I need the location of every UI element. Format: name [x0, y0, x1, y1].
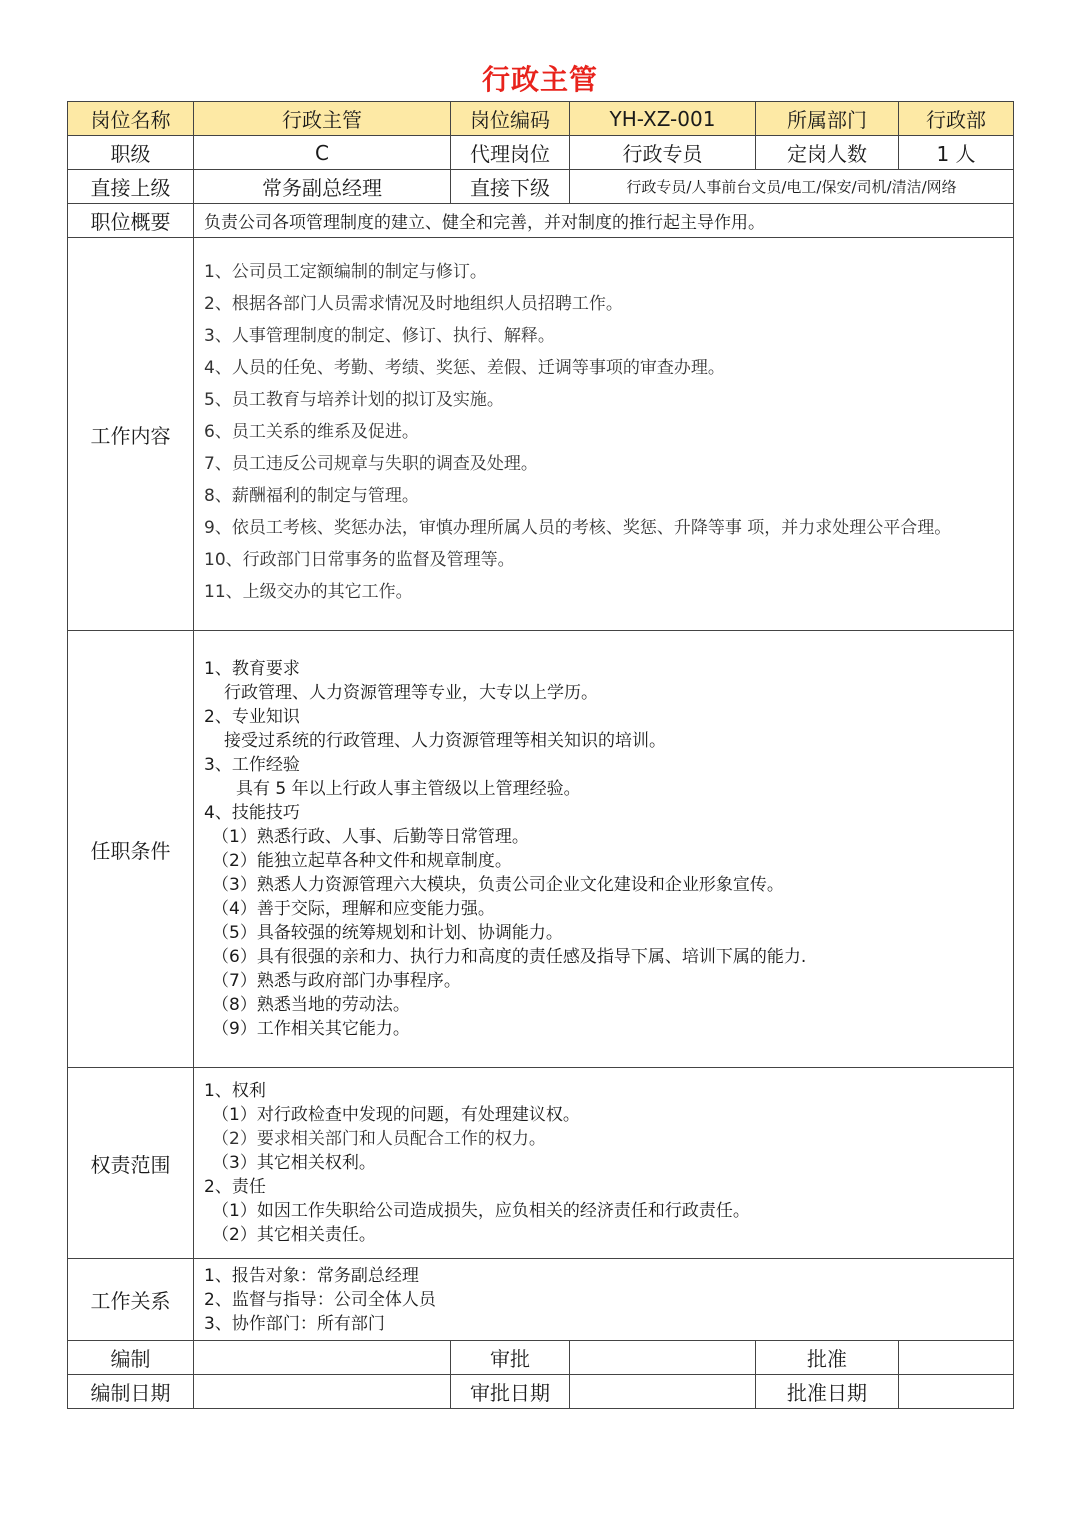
requirements-list — [194, 631, 1014, 1068]
compile-value — [194, 1341, 451, 1375]
deputy-label: 代理岗位 — [451, 136, 570, 170]
skills-title: 4、技能技巧 — [204, 803, 300, 823]
page-title: 行政主管 — [481, 63, 598, 96]
skill-item: （3）熟悉人力资源管理六大模块，负责公司企业文化建设和企业形象宣传。 — [212, 875, 784, 895]
work-item: 6、员工关系的维系及促进。 — [204, 421, 419, 442]
post-code-label: 岗位编码 — [451, 102, 570, 136]
subordinate-value: 行政专员/人事前台文员/电工/保安/司机/清洁/网络 — [570, 170, 1014, 204]
dept-label: 所属部门 — [756, 102, 899, 136]
work-item: 10、行政部门日常事务的监督及管理等。 — [204, 549, 515, 570]
relation-item: 3、协作部门：所有部门 — [204, 1313, 385, 1334]
relations-label: 工作关系 — [68, 1259, 194, 1341]
approve-value — [899, 1341, 1014, 1375]
work-item: 7、员工违反公司规章与失职的调查及处理。 — [204, 453, 538, 474]
duty-item: （1）如因工作失职给公司造成损失，应负相关的经济责任和行政责任。 — [212, 1201, 750, 1221]
knowledge-title: 2、专业知识 — [204, 707, 300, 727]
skill-item: （2）能独立起草各种文件和规章制度。 — [212, 851, 512, 871]
superior-label: 直接上级 — [68, 170, 194, 204]
authority-label: 权责范围 — [68, 1068, 194, 1259]
post-code-value: YH-XZ-001 — [570, 102, 756, 136]
right-item: （3）其它相关权利。 — [212, 1153, 376, 1173]
education-text: 行政管理、人力资源管理等专业，大专以上学历。 — [224, 683, 598, 703]
grade-value: C — [194, 136, 451, 170]
post-name-value: 行政主管 — [194, 102, 451, 136]
compile-date-label: 编制日期 — [68, 1375, 194, 1409]
signoff-row — [68, 1341, 1014, 1375]
work-item: 4、人员的任免、考勤、考绩、奖惩、差假、迁调等事项的审查办理。 — [204, 357, 725, 378]
duties-title: 2、责任 — [204, 1177, 266, 1197]
right-item: （2）要求相关部门和人员配合工作的权力。 — [212, 1129, 546, 1149]
review-date-label: 审批日期 — [451, 1375, 570, 1409]
review-date-value — [570, 1375, 756, 1409]
education-title: 1、教育要求 — [204, 659, 300, 679]
authority-list — [194, 1068, 1014, 1259]
rights-title: 1、权利 — [204, 1081, 266, 1101]
grade-row — [68, 136, 1014, 170]
work-item: 3、人事管理制度的制定、修订、执行、解释。 — [204, 325, 555, 346]
reporting-row — [68, 170, 1014, 204]
relation-item: 2、监督与指导：公司全体人员 — [204, 1289, 436, 1310]
knowledge-text: 接受过系统的行政管理、人力资源管理等相关知识的培训。 — [224, 731, 666, 751]
summary-row — [68, 204, 1014, 238]
headcount-label: 定岗人数 — [756, 136, 899, 170]
relations-row — [68, 1259, 1014, 1341]
work-item: 5、员工教育与培养计划的拟订及实施。 — [204, 389, 504, 410]
relations-list — [194, 1259, 1014, 1341]
work-list — [194, 238, 1014, 631]
right-item: （1）对行政检查中发现的问题，有处理建议权。 — [212, 1105, 580, 1125]
experience-text: 具有 5 年以上行政人事主管级以上管理经验。 — [236, 779, 581, 799]
skill-item: （8）熟悉当地的劳动法。 — [212, 995, 410, 1015]
superior-value: 常务副总经理 — [194, 170, 451, 204]
approve-date-value — [899, 1375, 1014, 1409]
approve-label: 批准 — [756, 1341, 899, 1375]
header-row — [68, 102, 1014, 136]
signoff-date-row — [68, 1375, 1014, 1409]
experience-title: 3、工作经验 — [204, 755, 300, 775]
subordinate-label: 直接下级 — [451, 170, 570, 204]
work-row — [68, 238, 1014, 631]
relation-item: 1、报告对象：常务副总经理 — [204, 1265, 419, 1286]
review-label: 审批 — [451, 1341, 570, 1375]
work-item: 1、公司员工定额编制的制定与修订。 — [204, 261, 487, 282]
review-value — [570, 1341, 756, 1375]
post-name-label: 岗位名称 — [68, 102, 194, 136]
deputy-value: 行政专员 — [570, 136, 756, 170]
approve-date-label: 批准日期 — [756, 1375, 899, 1409]
skill-item: （4）善于交际，理解和应变能力强。 — [212, 899, 495, 919]
grade-label: 职级 — [68, 136, 194, 170]
work-item: 8、薪酬福利的制定与管理。 — [204, 485, 419, 506]
work-label: 工作内容 — [68, 238, 194, 631]
skill-item: （9）工作相关其它能力。 — [212, 1019, 410, 1039]
requirements-label: 任职条件 — [68, 631, 194, 1068]
duty-item: （2）其它相关责任。 — [212, 1225, 376, 1245]
skill-item: （6）具有很强的亲和力、执行力和高度的责任感及指导下属、培训下属的能力. — [212, 947, 807, 967]
skill-item: （1）熟悉行政、人事、后勤等日常管理。 — [212, 827, 529, 847]
skill-item: （7）熟悉与政府部门办事程序。 — [212, 971, 461, 991]
headcount-value: 1 人 — [899, 136, 1014, 170]
work-item: 11、上级交办的其它工作。 — [204, 581, 413, 602]
dept-value: 行政部 — [899, 102, 1014, 136]
work-item: 2、根据各部门人员需求情况及时地组织人员招聘工作。 — [204, 293, 623, 314]
work-item: 9、依员工考核、奖惩办法，审慎办理所属人员的考核、奖惩、升降等事 项，并力求处理公平合理。 — [204, 517, 952, 538]
summary-label: 职位概要 — [68, 204, 194, 238]
job-description-table — [67, 101, 1014, 1409]
compile-label: 编制 — [68, 1341, 194, 1375]
skill-item: （5）具备较强的统筹规划和计划、协调能力。 — [212, 923, 563, 943]
compile-date-value — [194, 1375, 451, 1409]
summary-text: 负责公司各项管理制度的建立、健全和完善，并对制度的推行起主导作用。 — [194, 204, 1014, 238]
requirements-row — [68, 631, 1014, 1068]
authority-row — [68, 1068, 1014, 1259]
